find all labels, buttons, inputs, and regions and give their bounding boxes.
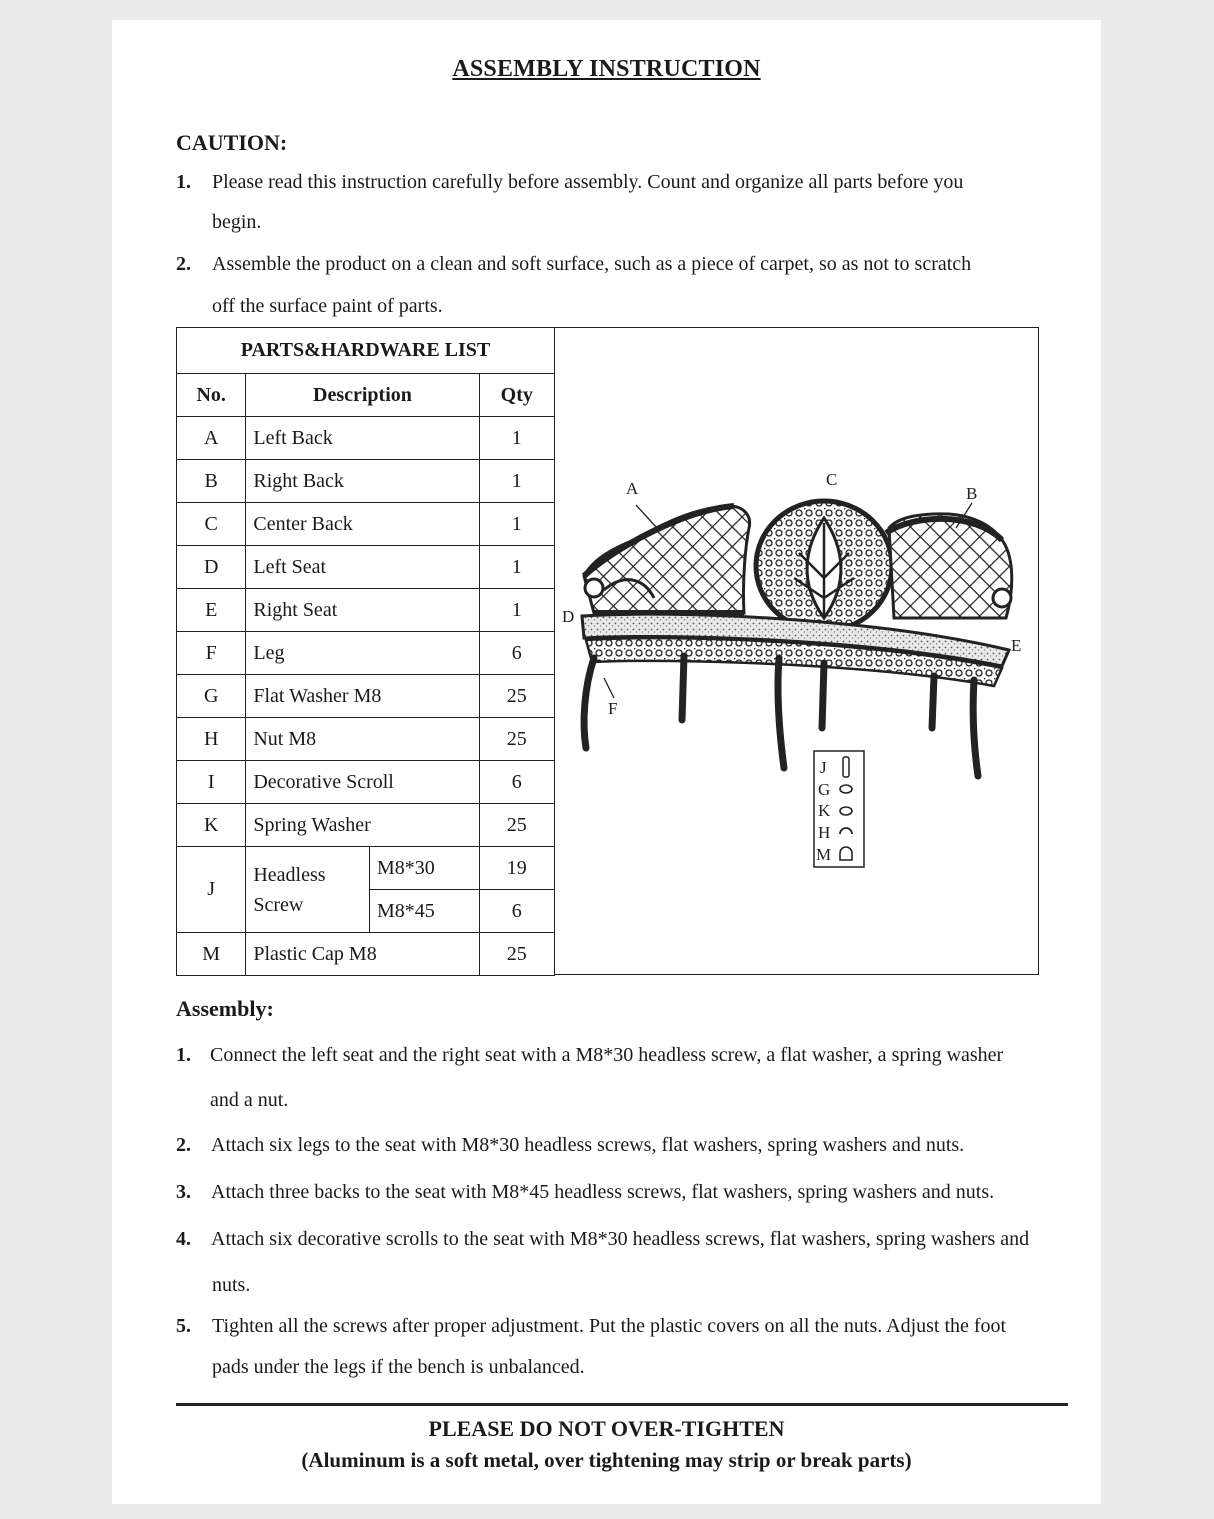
- part-description: [246, 847, 370, 933]
- assembly-item-2-number: 2.: [176, 1134, 191, 1156]
- legend-letter: J: [820, 758, 827, 777]
- bench-illustration: [554, 328, 1039, 976]
- part-description: Center Back: [246, 503, 479, 546]
- assembly-item-1-line-2: and a nut.: [210, 1089, 289, 1111]
- legend-letter: K: [818, 801, 831, 820]
- header-qty: Qty: [479, 374, 554, 417]
- assembly-item-3-number: 3.: [176, 1181, 191, 1203]
- legend-letter: M: [816, 845, 832, 864]
- label-b: B: [966, 484, 978, 503]
- part-qty: 6: [479, 761, 554, 804]
- part-no: M: [177, 933, 246, 976]
- assembly-item-5-line-1: Tighten all the screws after proper adjustment. Put the plastic covers on all the nuts. Adjust the foot: [212, 1315, 1007, 1337]
- caution-item-2-line-1: Assemble the product on a clean and soft surface, such as a piece of carpet, so as not to scratch: [212, 253, 972, 275]
- table-row: [177, 417, 555, 460]
- part-no: D: [177, 546, 246, 589]
- table-row: [177, 761, 555, 804]
- caution-heading: CAUTION:: [176, 130, 288, 155]
- part-qty: 1: [479, 589, 554, 632]
- screw-desc-line-1: Headless: [253, 863, 326, 886]
- footer-divider: [176, 1403, 1068, 1406]
- part-qty: 1: [479, 417, 554, 460]
- caution-item-2-number: 2.: [176, 253, 191, 275]
- bench-diagram-box: [554, 327, 1039, 975]
- header-no: No.: [177, 374, 246, 417]
- part-qty: 25: [479, 804, 554, 847]
- seat-shape: [582, 614, 1009, 686]
- screw-desc-line-2: Screw: [253, 893, 304, 916]
- left-back-shape: [584, 506, 750, 613]
- assembly-item-4-number: 4.: [176, 1228, 191, 1250]
- assembly-item-5-line-2: pads under the legs if the bench is unbalanced.: [212, 1356, 585, 1378]
- table-row: [177, 675, 555, 718]
- plastic-cap-icon: [840, 847, 852, 860]
- assembly-item-1-line-1: Connect the left seat and the right seat with a M8*30 headless screw, a flat washer, a spring washer: [210, 1044, 1004, 1066]
- part-qty: 19: [479, 847, 554, 890]
- part-qty: 1: [479, 460, 554, 503]
- spring-washer-icon: [840, 807, 852, 815]
- part-description: Flat Washer M8: [246, 675, 479, 718]
- part-description: Plastic Cap M8: [246, 933, 479, 976]
- part-no: A: [177, 417, 246, 460]
- caution-item-1-number: 1.: [176, 171, 191, 193]
- screw-icon: [843, 757, 849, 777]
- part-description: Left Back: [246, 417, 479, 460]
- part-qty: 25: [479, 718, 554, 761]
- part-no: J: [177, 847, 246, 933]
- aluminum-note: (Aluminum is a soft metal, over tightening may strip or break parts): [301, 1448, 912, 1472]
- table-row: [177, 460, 555, 503]
- assembly-item-1-number: 1.: [176, 1044, 191, 1066]
- part-no: I: [177, 761, 246, 804]
- label-c: C: [826, 470, 838, 489]
- part-no: B: [177, 460, 246, 503]
- assembly-heading: Assembly:: [176, 996, 274, 1021]
- parts-hardware-table: [176, 327, 555, 976]
- part-qty: 6: [479, 890, 554, 933]
- center-back-shape: [756, 501, 892, 631]
- part-description: Right Back: [246, 460, 479, 503]
- right-back-shape: [886, 514, 1012, 618]
- table-row: [177, 589, 555, 632]
- table-row: [177, 546, 555, 589]
- assembly-item-5-number: 5.: [176, 1315, 191, 1337]
- table-row: [177, 632, 555, 675]
- hardware-legend: [814, 751, 864, 867]
- part-description: Decorative Scroll: [246, 761, 479, 804]
- label-e: E: [1011, 636, 1022, 655]
- part-qty: 1: [479, 503, 554, 546]
- part-qty: 1: [479, 546, 554, 589]
- caution-item-1-line-2: begin.: [212, 211, 262, 233]
- part-no: C: [177, 503, 246, 546]
- document-title: ASSEMBLY INSTRUCTION: [452, 56, 761, 82]
- assembly-item-4-line-2: nuts.: [212, 1274, 251, 1296]
- part-description: Left Seat: [246, 546, 479, 589]
- label-f: F: [608, 699, 618, 718]
- part-description: Nut M8: [246, 718, 479, 761]
- screw-size: M8*30: [370, 847, 480, 890]
- legend-letter: G: [818, 780, 831, 799]
- table-row: [177, 847, 555, 890]
- assembly-item-2-line-1: Attach six legs to the seat with M8*30 headless screws, flat washers, spring washers and nuts.: [211, 1134, 965, 1156]
- instruction-sheet: [112, 20, 1101, 1504]
- caution-item-1-line-1: Please read this instruction carefully before assembly. Count and organize all parts before you: [212, 171, 964, 193]
- screw-size: M8*45: [370, 890, 480, 933]
- part-no: H: [177, 718, 246, 761]
- part-description: Leg: [246, 632, 479, 675]
- part-description: Right Seat: [246, 589, 479, 632]
- part-no: E: [177, 589, 246, 632]
- parts-table-title: PARTS&HARDWARE LIST: [177, 328, 555, 374]
- over-tighten-warning: PLEASE DO NOT OVER-TIGHTEN: [428, 1416, 785, 1441]
- assembly-item-4-line-1: Attach six decorative scrolls to the seat with M8*30 headless screws, flat washers, spring washers and: [211, 1228, 1030, 1250]
- part-description: Spring Washer: [246, 804, 479, 847]
- label-d: D: [562, 607, 575, 626]
- assembly-item-3-line-1: Attach three backs to the seat with M8*45 headless screws, flat washers, spring washers and nuts.: [211, 1181, 995, 1203]
- header-description: Description: [246, 374, 479, 417]
- part-qty: 6: [479, 632, 554, 675]
- table-row: [177, 503, 555, 546]
- flat-washer-icon: [840, 785, 852, 793]
- part-qty: 25: [479, 933, 554, 976]
- part-no: G: [177, 675, 246, 718]
- caution-item-2-line-2: off the surface paint of parts.: [212, 295, 443, 317]
- label-a: A: [626, 479, 639, 498]
- part-no: F: [177, 632, 246, 675]
- table-row: [177, 804, 555, 847]
- legend-letter: H: [818, 823, 831, 842]
- part-no: K: [177, 804, 246, 847]
- table-row: [177, 718, 555, 761]
- table-row: [177, 933, 555, 976]
- part-qty: 25: [479, 675, 554, 718]
